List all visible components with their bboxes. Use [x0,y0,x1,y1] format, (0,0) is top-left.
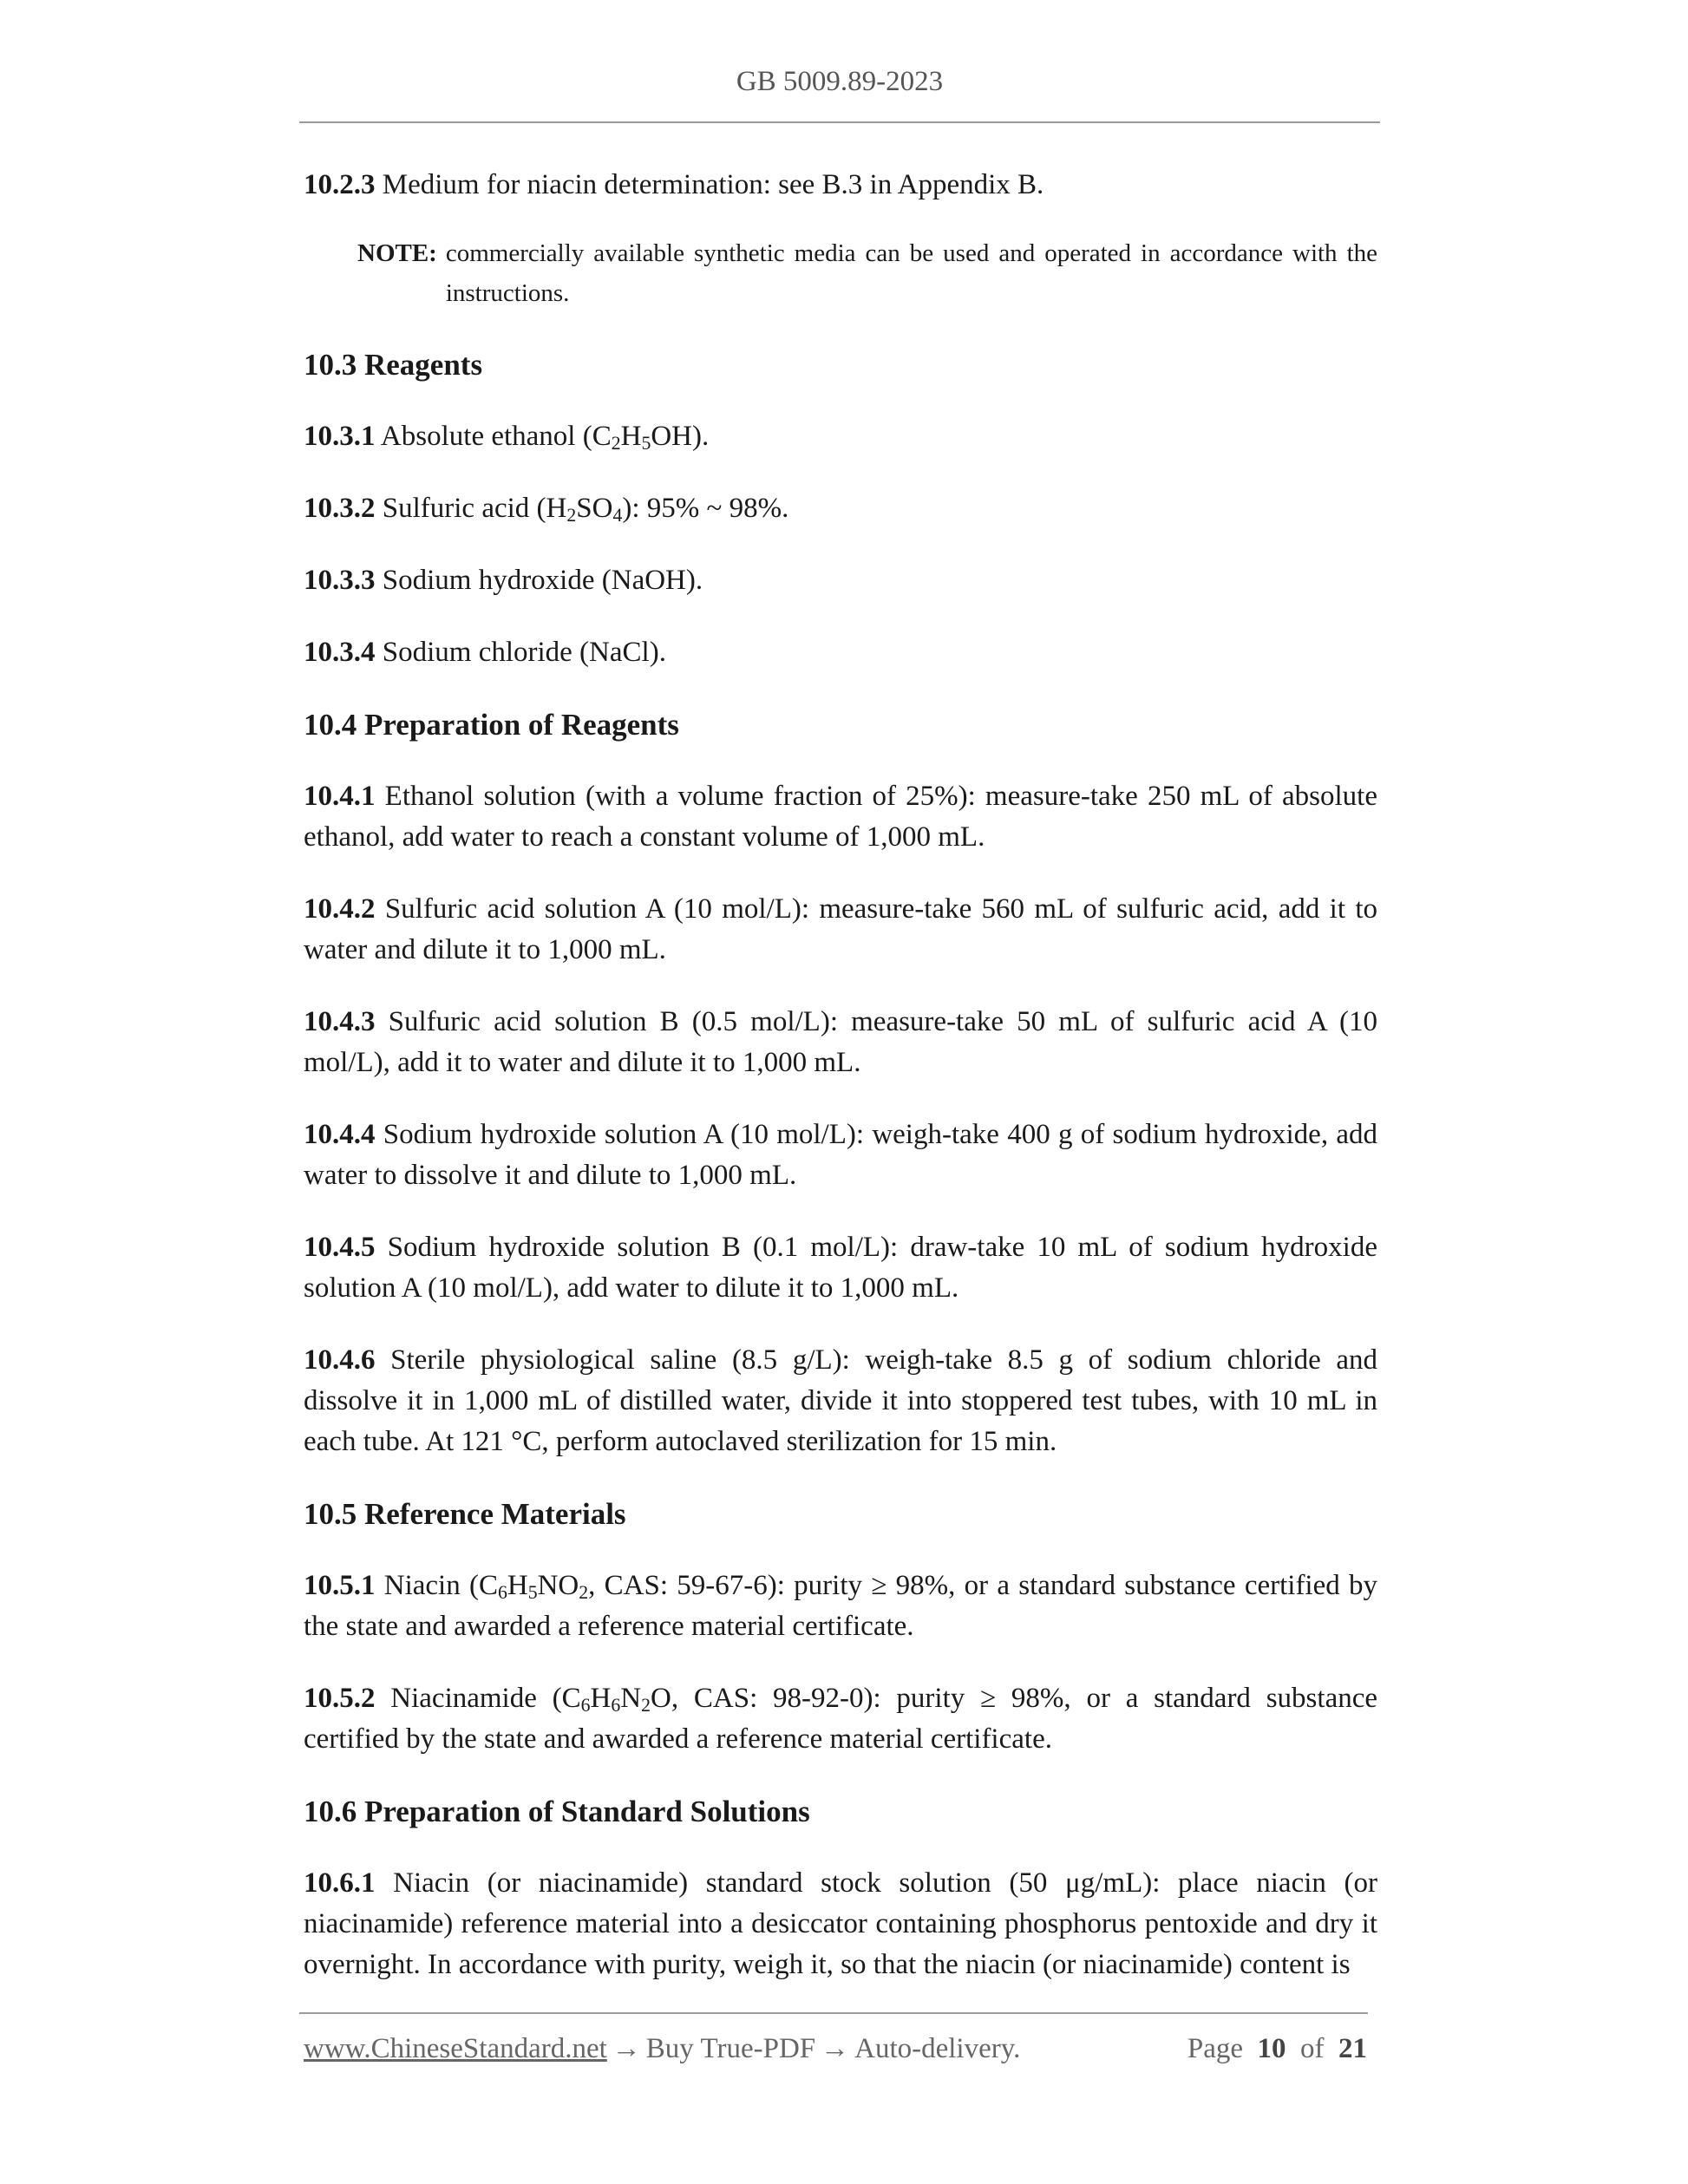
section-heading-10-5: 10.5 Reference Materials [304,1497,626,1531]
of-word: of [1300,2033,1325,2064]
paragraph-10-4-1 [304,776,1377,858]
clause-text: Niacin (C [375,1570,498,1601]
paragraph-10-4-5 [304,1227,1377,1309]
clause-number: 10.4.6 [304,1344,376,1376]
clause-number: 10.3.3 [304,565,376,596]
clause-text: Sodium hydroxide (NaOH). [375,565,703,596]
arrow-right-icon: → [612,2033,641,2064]
clause-number: 10.4.5 [304,1232,376,1263]
paragraph-10-3-3 [304,560,1377,601]
footer-delivery-text: Auto-delivery. [854,2033,1021,2064]
paragraph-10-3-2 [304,488,1377,529]
document-body [304,165,1377,2017]
clause-text: H [507,1570,528,1601]
clause-number: 10.3.2 [304,493,376,524]
site-link[interactable]: www.ChineseStandard.net [304,2033,607,2064]
footer-buy-text: Buy True-PDF [645,2033,816,2064]
clause-number: 10.3.4 [304,637,376,668]
paragraph-10-5-1 [304,1566,1377,1647]
clause-text: NO [537,1570,579,1601]
paragraph-10-4-6 [304,1340,1377,1462]
formula-subscript: 5 [641,432,651,454]
clause-text: Medium for niacin determination: see B.3 in Appendix B. [375,169,1044,200]
formula-subscript: 2 [579,1581,589,1603]
clause-text: Sodium chloride (NaCl). [375,637,666,668]
formula-subscript: 4 [612,504,623,526]
clause-text: H [620,421,642,452]
formula-subscript: 2 [641,1694,651,1716]
clause-text: N [620,1683,642,1714]
footer-promo [304,2033,1020,2065]
clause-text: Sodium hydroxide solution B (0.1 mol/L): draw-take 10 mL of sodium hydroxide solution A (10 mol/L), add water to dilute it to 1,000 mL. [304,1232,1377,1304]
paragraph-10-5-2 [304,1678,1377,1760]
page-header-standard-code: GB 5009.89-2023 [736,66,944,97]
paragraph-10-4-4 [304,1115,1377,1196]
clause-text: Sterile physiological saline (8.5 g/L): weigh-take 8.5 g of sodium chloride and dissolve it in 1,000 mL of distilled water, divide it into stoppered test tubes, with 10 mL in each tube. At 121 °C, perform autoclaved sterilization for 15 min. [304,1344,1377,1457]
clause-number: 10.5.1 [304,1570,376,1601]
section-heading-10-3: 10.3 Reagents [304,348,483,382]
clause-text: Sulfuric acid (H [375,493,567,524]
section-heading-10-6: 10.6 Preparation of Standard Solutions [304,1795,810,1828]
paragraph-10-2-3 [304,165,1377,206]
note-label: NOTE: [357,239,437,267]
clause-text: , CAS: 59-67-6): purity ≥ 98%, or a standard substance certified by the state and awarded a reference material certificate. [304,1570,1377,1642]
formula-subscript: 2 [611,432,621,454]
clause-text: OH). [651,421,710,452]
clause-text: Niacin (or niacinamide) standard stock solution (50 μg/mL): place niacin (or niacinamide) reference material into a desiccator containing phosphorus pentoxide and dry it overnight. In accordance with purity, weigh it, so that the niacin (or niacinamide) content is [304,1867,1377,1980]
clause-text: ): 95% ~ 98%. [622,493,789,524]
clause-text: Sodium hydroxide solution A (10 mol/L): weigh-take 400 g of sodium hydroxide, add water to dissolve it and dilute to 1,000 mL. [304,1119,1377,1191]
clause-number: 10.3.1 [304,421,376,452]
clause-text: Ethanol solution (with a volume fraction of 25%): measure-take 250 mL of absolute ethanol, add water to reach a constant volume of 1,000 mL. [304,781,1377,853]
clause-text: O, CAS: 98-92-0): purity ≥ 98%, or a standard substance certified by the state and awarded a reference material certificate. [304,1683,1378,1755]
paragraph-10-6-1 [304,1863,1377,1985]
clause-number: 10.2.3 [304,169,376,200]
paragraph-10-4-3 [304,1002,1377,1083]
page-total: 21 [1338,2033,1367,2064]
paragraph-10-4-2 [304,889,1377,971]
formula-subscript: 2 [566,504,577,526]
paragraph-10-3-1 [304,416,1377,457]
clause-number: 10.5.2 [304,1683,376,1714]
clause-text: SO [576,493,613,524]
section-heading-10-4: 10.4 Preparation of Reagents [304,708,679,742]
page-number [1187,2033,1367,2065]
clause-number: 10.4.2 [304,893,376,925]
paragraph-10-3-4 [304,632,1377,673]
page-footer [304,2033,1367,2065]
clause-text: Niacinamide (C [375,1683,581,1714]
page-word: Page [1187,2033,1243,2064]
clause-text: Absolute ethanol (C [375,421,612,452]
clause-number: 10.6.1 [304,1867,376,1899]
clause-number: 10.4.4 [304,1119,376,1150]
clause-number: 10.4.1 [304,781,376,812]
clause-text: Sulfuric acid solution A (10 mol/L): measure-take 560 mL of sulfuric acid, add it to water and dilute it to 1,000 mL. [304,893,1377,965]
clause-text: H [590,1683,612,1714]
header-divider [299,121,1380,123]
clause-text: Sulfuric acid solution B (0.5 mol/L): measure-take 50 mL of sulfuric acid A (10 mol/L), add it to water and dilute it to 1,000 mL. [304,1006,1377,1078]
formula-subscript: 6 [497,1581,507,1603]
formula-subscript: 5 [527,1581,538,1603]
formula-subscript: 6 [611,1694,621,1716]
page-current: 10 [1257,2033,1286,2064]
footer-divider [299,2012,1368,2014]
arrow-right-icon: → [821,2033,850,2064]
note-block [357,233,1377,313]
note-text: commercially available synthetic media can be used and operated in accordance with the instructions. [445,239,1377,307]
formula-subscript: 6 [580,1694,591,1716]
clause-number: 10.4.3 [304,1006,376,1037]
